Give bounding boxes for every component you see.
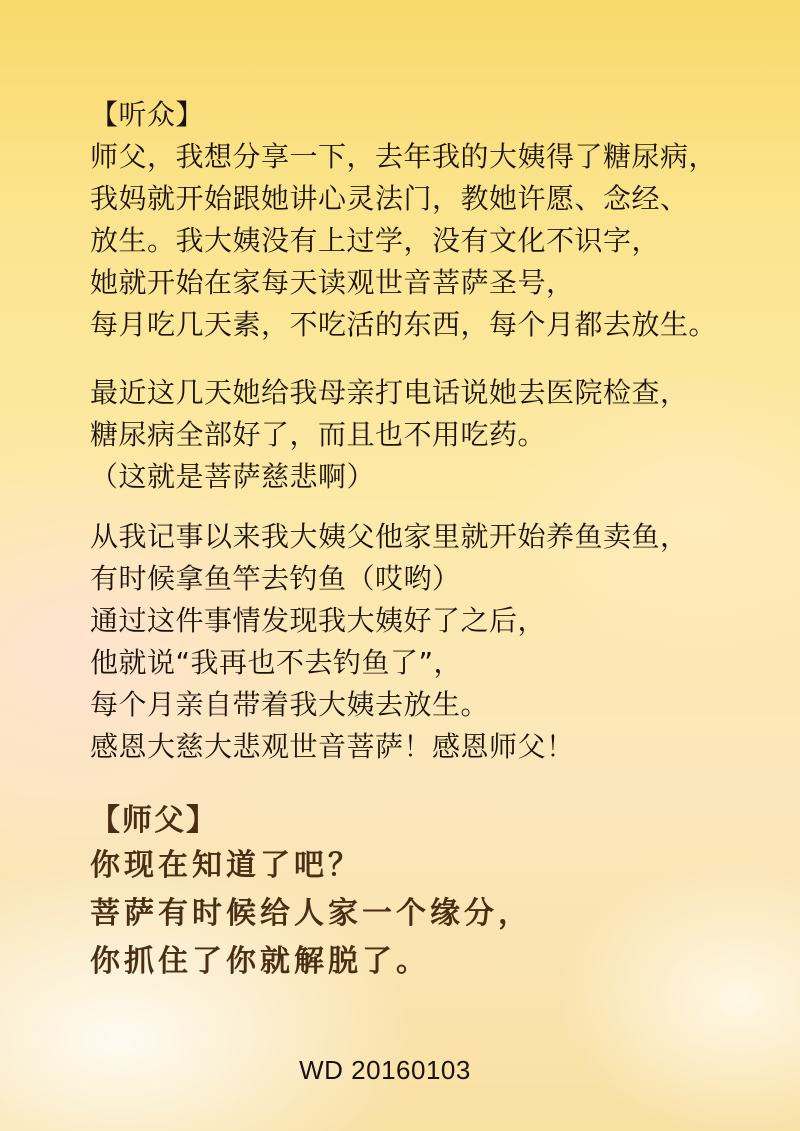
master-line: 你现在知道了吧？: [90, 848, 362, 883]
paragraph-line: 他就说“我再也不去钓鱼了”，: [90, 646, 463, 679]
listener-section: [90, 94, 780, 346]
paragraph-line: 最近这几天她给我母亲打电话说她去医院检查，: [90, 376, 689, 409]
listener-line: 我妈就开始跟她讲心灵法门，教她许愿、念经、: [90, 182, 689, 215]
listener-line: 她就开始在家每天读观世音菩萨圣号，: [90, 266, 575, 299]
paragraph-line: 糖尿病全部好了，而且也不用吃药。: [90, 418, 547, 451]
paragraph-fishing: [90, 516, 780, 768]
listener-heading: 【听众】: [90, 98, 205, 131]
listener-line: 每月吃几天素，不吃活的东西，每个月都去放生。: [90, 308, 718, 341]
master-heading: 【师父】: [90, 803, 218, 838]
paragraph-line: 有时候拿鱼竿去钓鱼（哎哟）: [90, 562, 461, 595]
paragraph-line: （这就是菩萨慈悲啊）: [90, 460, 376, 493]
paragraph-line: 通过这件事情发现我大姨好了之后，: [90, 604, 547, 637]
paragraph-line: 感恩大慈大悲观世音菩萨！感恩师父！: [90, 730, 575, 763]
listener-line: 放生。我大姨没有上过学，没有文化不识字，: [90, 224, 661, 257]
master-line: 你抓住了你就解脱了。: [90, 944, 430, 979]
footer-code: WD 20160103: [299, 1055, 471, 1085]
listener-line: 师父，我想分享一下，去年我的大姨得了糖尿病，: [90, 140, 718, 173]
footer-reference: [0, 1052, 800, 1088]
paragraph-line: 每个月亲自带着我大姨去放生。: [90, 688, 490, 721]
master-line: 菩萨有时候给人家一个缘分，: [90, 896, 532, 931]
paragraph-hospital: [90, 372, 780, 498]
master-section: [90, 800, 780, 986]
paragraph-line: 从我记事以来我大姨父他家里就开始养鱼卖鱼，: [90, 520, 689, 553]
